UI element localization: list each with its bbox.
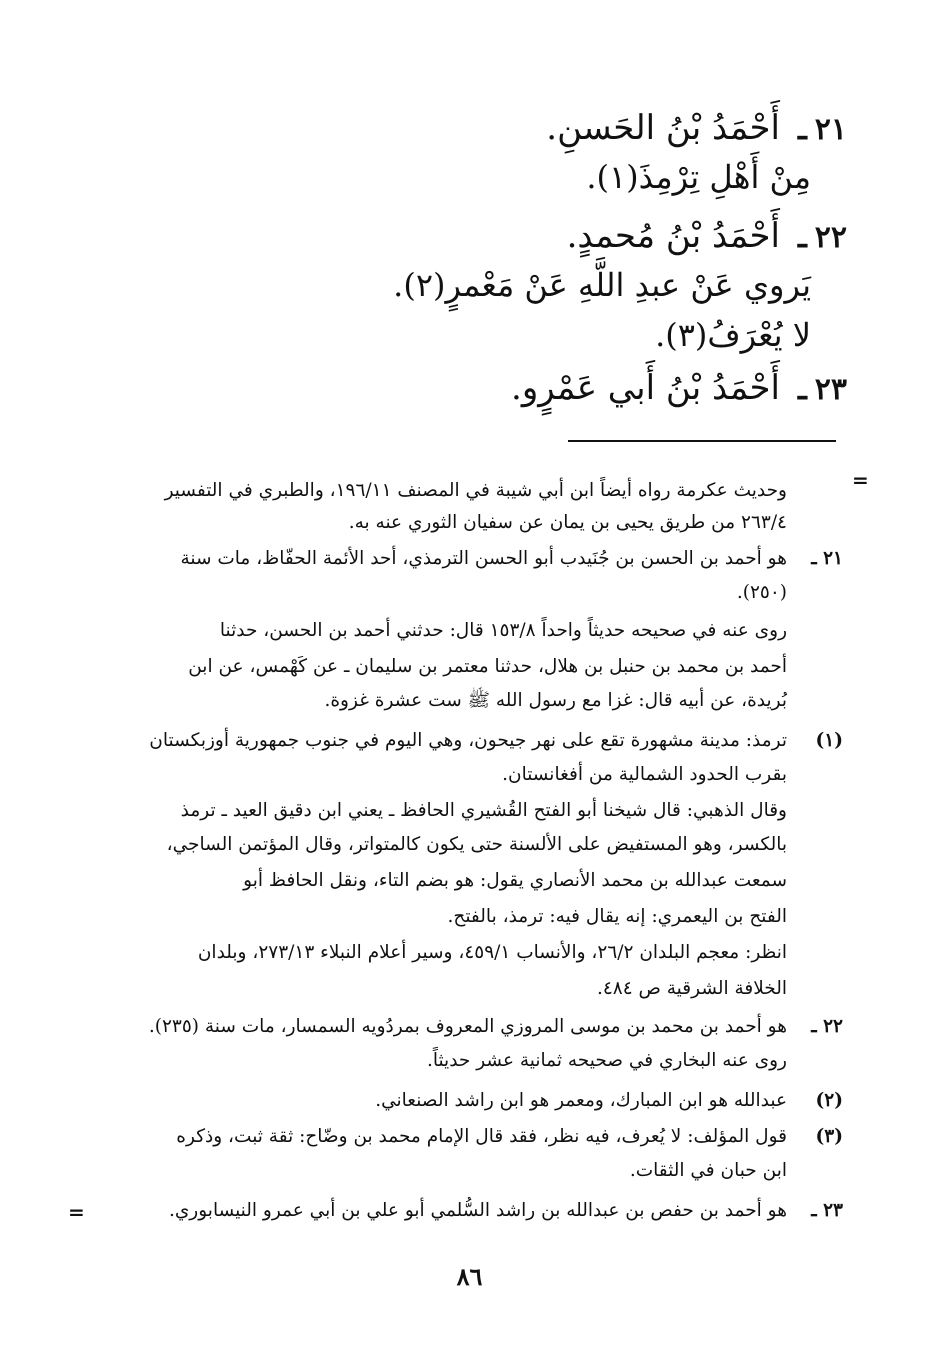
footnote-label: (٣) xyxy=(815,1126,843,1147)
footnote-22 xyxy=(149,1012,843,1042)
entry-21-line-1: مِنْ أَهْلِ تِرْمِذَ(١). xyxy=(586,158,811,196)
entry-22-line-1: يَروي عَنْ عبدِ اللَّهِ عَنْ مَعْمرٍ(٢). xyxy=(393,266,811,304)
footnote-continued-line: وحديث عكرمة رواه أيضاً ابن أبي شيبة في المصنف ١٩٦/١١، والطبري في التفسير xyxy=(164,480,787,501)
continuation-mark: = xyxy=(852,468,869,492)
footnote-line: سمعت عبدالله بن محمد الأنصاري يقول: هو بضم التاء، ونقل الحافظ أبو xyxy=(243,870,787,891)
footnote-line: روى عنه في صحيحه حديثاً واحداً ١٥٣/٨ قال: حدثني أحمد بن الحسن، حدثنا xyxy=(219,620,787,641)
entry-dash: ـ xyxy=(797,220,807,255)
footnote-label: (١) xyxy=(815,730,843,751)
footnote-21 xyxy=(180,544,843,574)
footnote-line: الخلافة الشرقية ص ٤٨٤. xyxy=(596,978,787,999)
footnote-line: الفتح بن اليعمري: إنه يقال فيه: ترمذ، بالفتح. xyxy=(447,906,787,927)
footnote-1 xyxy=(149,726,843,756)
entry-number: ٢١ xyxy=(814,112,847,147)
entry-name: أَحْمَدُ بْنُ مُحمدٍ. xyxy=(566,216,780,256)
footnote-label: ٢٢ ـ xyxy=(811,1016,843,1037)
footnote-line: بقرب الحدود الشمالية من أفغانستان. xyxy=(502,764,787,785)
entry-22-heading xyxy=(567,216,847,256)
footnote-label: (٢) xyxy=(815,1090,843,1111)
footnote-text: هو أحمد بن الحسن بن جُنَيدب أبو الحسن الترمذي، أحد الأئمة الحفّاظ، مات سنة xyxy=(180,548,787,569)
footnote-label: ٢٣ ـ xyxy=(811,1200,843,1221)
page-number: ٨٦ xyxy=(456,1262,483,1291)
footnote-text: هو أحمد بن محمد بن موسى المروزي المعروف بمردُويه السمسار، مات سنة (٢٣٥). xyxy=(148,1016,787,1037)
entry-number: ٢٢ xyxy=(814,220,847,255)
entry-dash: ـ xyxy=(797,112,807,147)
footnote-separator xyxy=(568,440,836,442)
entry-23-heading xyxy=(511,368,847,408)
footnote-line: بُريدة، عن أبيه قال: غزا مع رسول الله ﷺ ست عشرة غزوة. xyxy=(324,690,787,711)
footnote-2 xyxy=(375,1086,843,1116)
footnote-line: انظر: معجم البلدان ٢٦/٢، والأنساب ٤٥٩/١، وسير أعلام النبلاء ٢٧٣/١٣، وبلدان xyxy=(197,942,787,963)
footnote-23 xyxy=(169,1196,843,1226)
entry-name: أَحْمَدُ بْنُ الحَسنِ. xyxy=(546,108,780,148)
footnote-3 xyxy=(176,1122,843,1152)
entry-dash: ـ xyxy=(797,372,807,407)
footnote-label: ٢١ ـ xyxy=(811,548,843,569)
footnote-line: (٢٥٠). xyxy=(736,582,787,603)
footnote-line: روى عنه البخاري في صحيحه ثمانية عشر حديثاً. xyxy=(426,1050,787,1071)
footnote-text: هو أحمد بن حفص بن عبدالله بن راشد السُّلمي أبو علي بن أبي عمرو النيسابوري. xyxy=(168,1200,787,1221)
entry-number: ٢٣ xyxy=(814,372,847,407)
footnote-text: قول المؤلف: لا يُعرف، فيه نظر، فقد قال الإمام محمد بن وضّاح: ثقة ثبت، وذكره xyxy=(176,1126,787,1147)
entry-name: أَحْمَدُ بْنُ أَبي عَمْرٍو. xyxy=(511,368,780,408)
footnote-line: وقال الذهبي: قال شيخنا أبو الفتح القُشيري الحافظ ـ يعني ابن دقيق العيد ـ ترمذ xyxy=(180,800,787,821)
footnote-line: بالكسر، وهو المستفيض على الألسنة حتى يكون كالمتواتر، وقال المؤتمن الساجي، xyxy=(166,834,787,855)
footnote-line: أحمد بن محمد بن حنبل بن هلال، حدثنا معتمر بن سليمان ـ عن كَهْمس، عن ابن xyxy=(188,656,787,677)
continuation-mark-end: = xyxy=(68,1200,85,1224)
entry-22-line-2: لا يُعْرَفُ(٣). xyxy=(655,316,811,354)
footnote-line: ابن حبان في الثقات. xyxy=(629,1160,787,1181)
footnote-text: عبدالله هو ابن المبارك، ومعمر هو ابن راشد الصنعاني. xyxy=(375,1090,787,1111)
footnote-text: ترمذ: مدينة مشهورة تقع على نهر جيحون، وهي اليوم في جنوب جمهورية أوزبكستان xyxy=(149,730,787,751)
entry-21-heading xyxy=(546,108,847,148)
footnote-continued-line: ٢٦٣/٤ من طريق يحيى بن يمان عن سفيان الثوري عنه به. xyxy=(348,512,787,533)
